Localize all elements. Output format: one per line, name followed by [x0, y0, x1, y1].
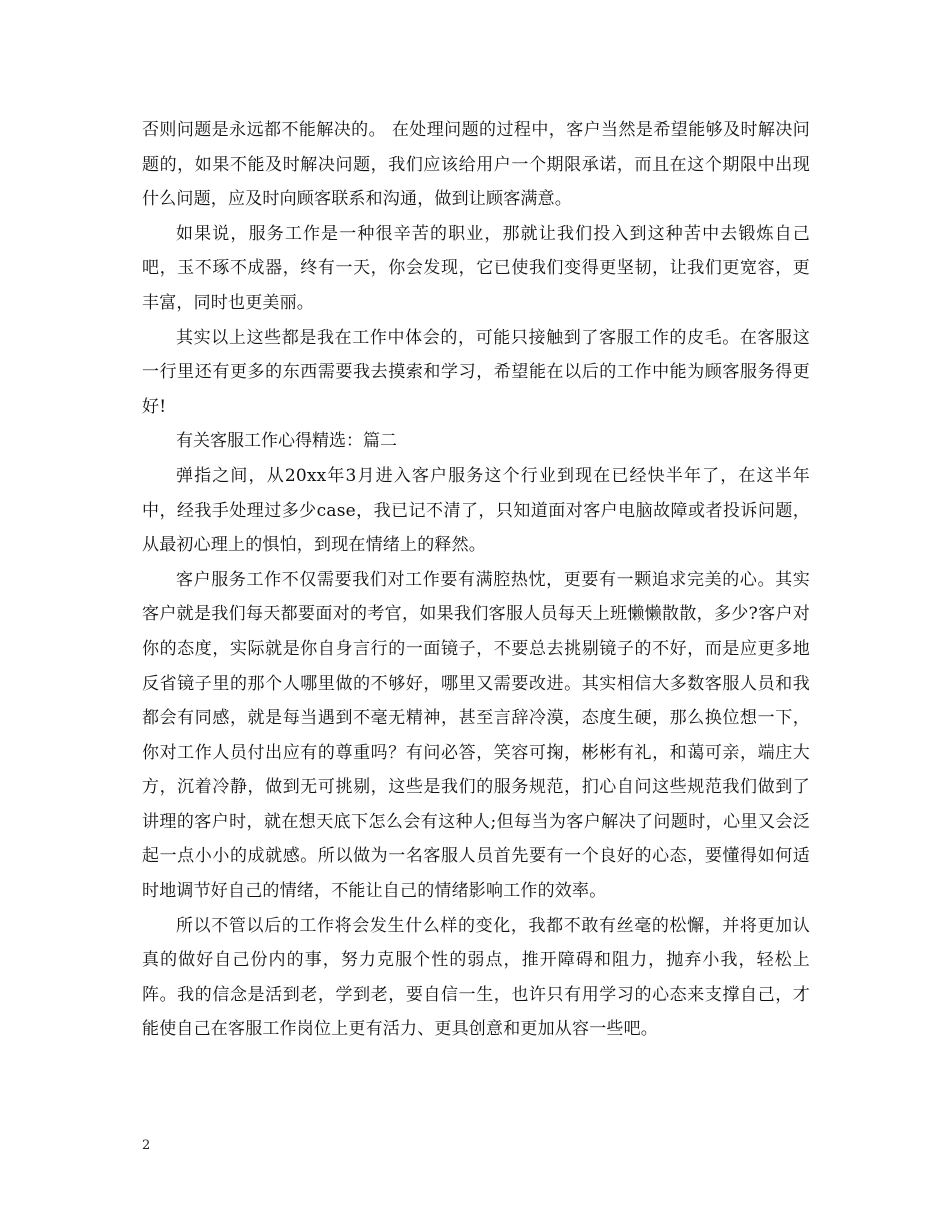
paragraph: 所以不管以后的工作将会发生什么样的变化，我都不敢有丝毫的松懈，并将更加认真的做好自己份内的事，努力克服个性的弱点，推开障碍和阻力，抛弃小我，轻松上阵。我的信念是活到老，学到老，要自信一生，也许只有用学习的心态来支撑自己，才能使自己在客服工作岗位上更有活力、更具创意和更加从容一些吧。	[142, 915, 810, 1040]
paragraph: 如果说，服务工作是一种很辛苦的职业，那就让我们投入到这种苦中去锻炼自己吧，玉不琢不成器，终有一天，你会发现，它已使我们变得更坚韧，让我们更宽容，更丰富，同时也更美丽。	[142, 223, 810, 313]
paragraph: 弹指之间，从20xx年3月进入客户服务这个行业到现在已经快半年了，在这半年中，经我手处理过多少case，我已记不清了，只知道面对客户电脑故障或者投诉问题，从最初心理上的惧怕，到现在情绪上的释然。	[142, 465, 810, 556]
paragraph: 其实以上这些都是我在工作中体会的，可能只接触到了客服工作的皮毛。在客服这一行里还有更多的东西需要我去摸索和学习，希望能在以后的工作中能为顾客服务得更好!	[142, 327, 810, 417]
page-number: 2	[142, 1138, 151, 1153]
document-body	[142, 113, 810, 1047]
section-heading: 有关客服工作心得精选：篇二	[176, 431, 397, 452]
paragraph-continued: 否则问题是永远都不能解决的。 在处理问题的过程中，客户当然是希望能够及时解决问题的，如果不能及时解决问题，我们应该给用户一个期限承诺，而且在这个期限中出现什么问题，应及时向顾客联系和沟通，做到让顾客满意。	[142, 120, 810, 210]
paragraph: 客户服务工作不仅需要我们对工作要有满腔热忱，更要有一颗追求完美的心。其实客户就是我们每天都要面对的考官，如果我们客服人员每天上班懒懒散散，多少?客户对你的态度，实际就是你自身言行的一面镜子，不要总去挑剔镜子的不好，而是应更多地反省镜子里的那个人哪里做的不够好，哪里又需要改进。其实相信大多数客服人员和我都会有同感，就是每当遇到不毫无精神，甚至言辞冷漠，态度生硬，那么换位想一下，你对工作人员付出应有的尊重吗？有问必答，笑容可掬，彬彬有礼，和蔼可亲，端庄大方，沉着冷静，做到无可挑剔，这些是我们的服务规范，扪心自问这些规范我们做到了讲理的客户时，就在想天底下怎么会有这种人;但每当为客户解决了问题时，心里又会泛起一点小小的成就感。所以做为一名客服人员首先要有一个良好的心态，要懂得如何适时地调节好自己的情绪，不能让自己的情绪影响工作的效率。	[142, 569, 810, 902]
